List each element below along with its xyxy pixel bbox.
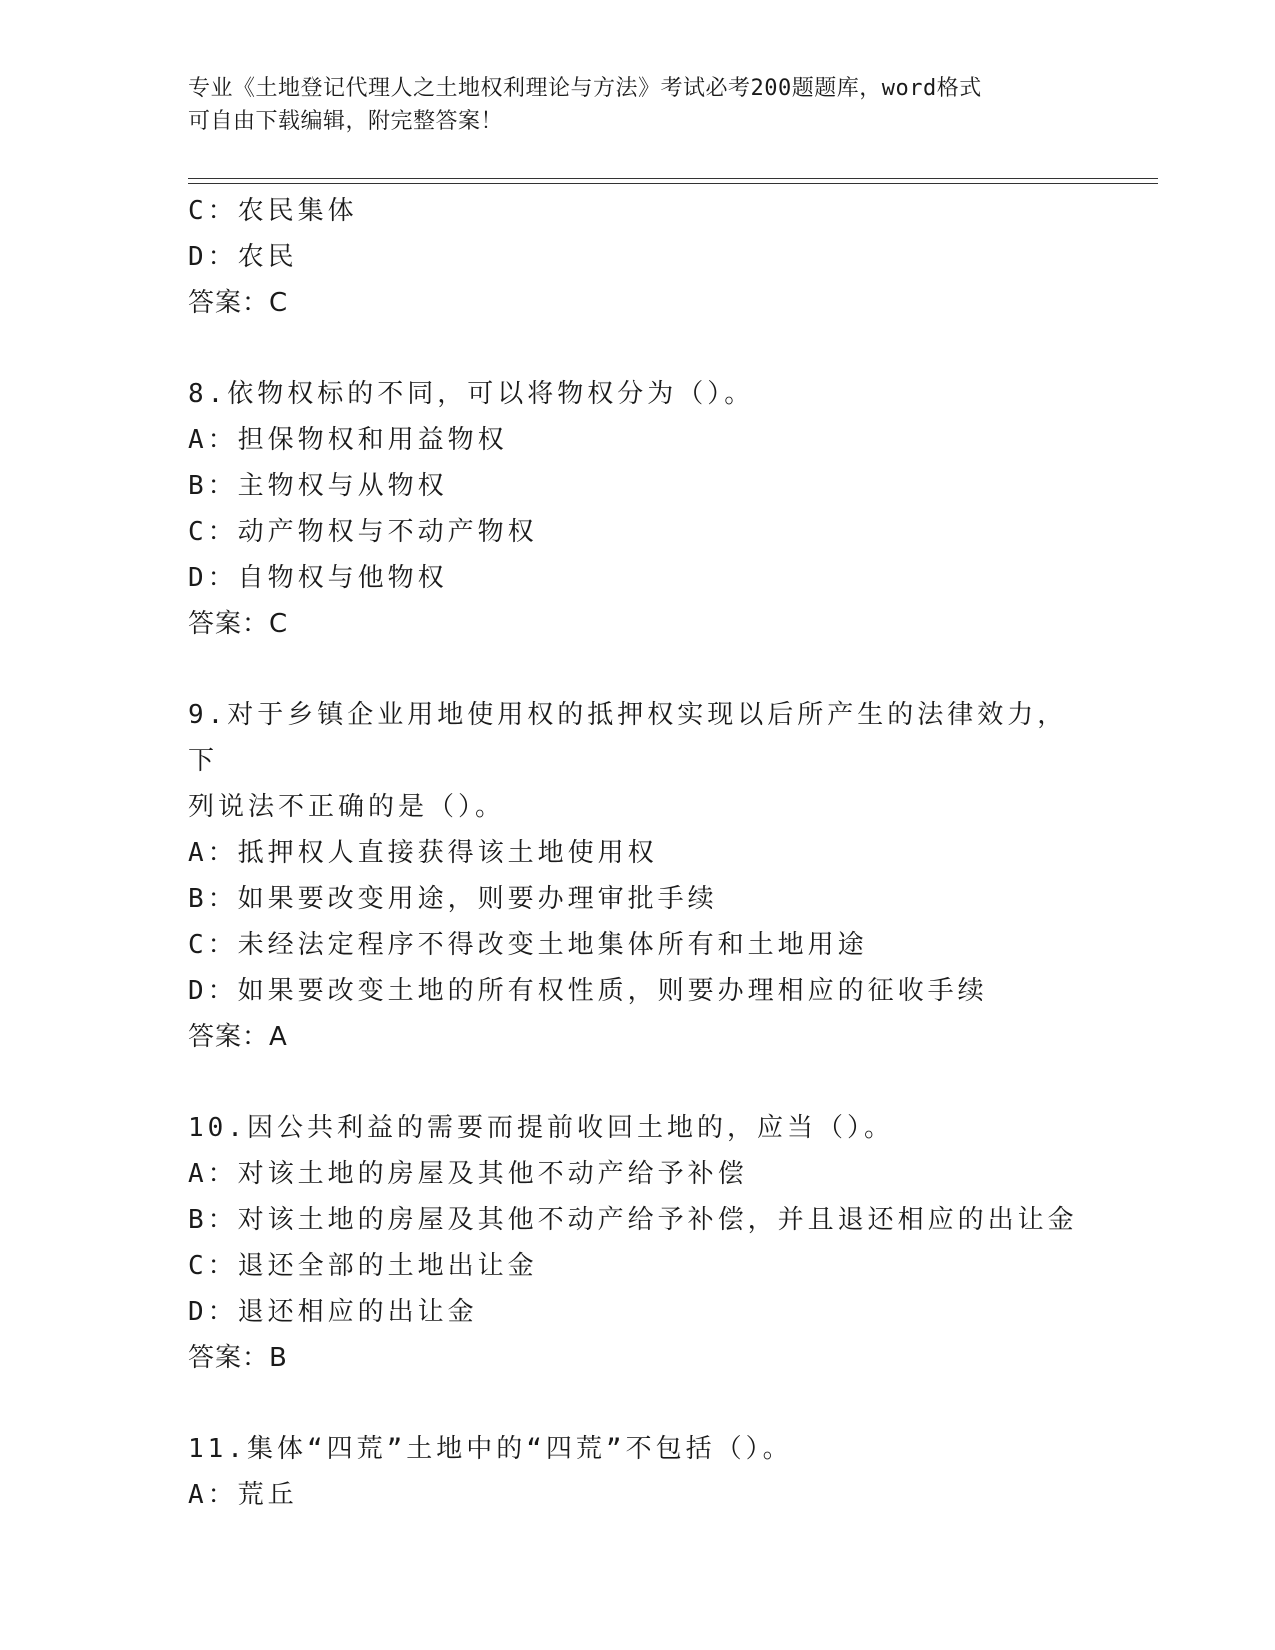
question-stem: 8.依物权标的不同，可以将物权分为（）。	[188, 379, 755, 409]
question-stem-line-1: 9.对于乡镇企业用地使用权的抵押权实现以后所产生的法律效力，下	[188, 700, 1068, 776]
question-8	[188, 371, 1088, 647]
question-stem: 11.集体“四荒”土地中的“四荒”不包括（）。	[188, 1434, 793, 1464]
header-line-2: 可自由下载编辑，附完整答案！	[188, 109, 504, 134]
question-9	[188, 692, 1088, 1060]
option-d: D：退还相应的出让金	[188, 1297, 478, 1327]
option-a: A：对该土地的房屋及其他不动产给予补偿	[188, 1159, 748, 1189]
option-c: C：动产物权与不动产物权	[188, 517, 538, 547]
question-10	[188, 1105, 1088, 1381]
question-7-tail	[188, 188, 1088, 326]
option-d: D：农民	[188, 242, 298, 272]
option-a: A：抵押权人直接获得该土地使用权	[188, 838, 658, 868]
option-c: C：退还全部的土地出让金	[188, 1251, 538, 1281]
answer-line: 答案：C	[188, 609, 289, 639]
option-b: B：如果要改变用途，则要办理审批手续	[188, 884, 718, 914]
document-header	[188, 72, 1088, 138]
answer-line: 答案：B	[188, 1343, 288, 1373]
option-b: B：主物权与从物权	[188, 471, 448, 501]
option-c: C：未经法定程序不得改变土地集体所有和土地用途	[188, 930, 868, 960]
answer-line: 答案：A	[188, 1022, 288, 1052]
question-stem-line-2: 列说法不正确的是（）。	[188, 792, 506, 822]
option-a: A：担保物权和用益物权	[188, 425, 508, 455]
option-d: D：如果要改变土地的所有权性质，则要办理相应的征收手续	[188, 976, 988, 1006]
header-line-1: 专业《土地登记代理人之土地权利理论与方法》考试必考200题题库，word格式	[188, 76, 982, 101]
header-divider-bottom	[188, 183, 1158, 184]
header-divider-top	[188, 178, 1158, 179]
question-11	[188, 1426, 1088, 1518]
option-d: D：自物权与他物权	[188, 563, 448, 593]
option-a: A：荒丘	[188, 1480, 298, 1510]
answer-line: 答案：C	[188, 288, 289, 318]
option-c: C：农民集体	[188, 196, 358, 226]
question-stem: 10.因公共利益的需要而提前收回土地的，应当（）。	[188, 1113, 894, 1143]
option-b: B：对该土地的房屋及其他不动产给予补偿，并且退还相应的出让金	[188, 1205, 1078, 1235]
question-list	[188, 188, 1088, 1518]
